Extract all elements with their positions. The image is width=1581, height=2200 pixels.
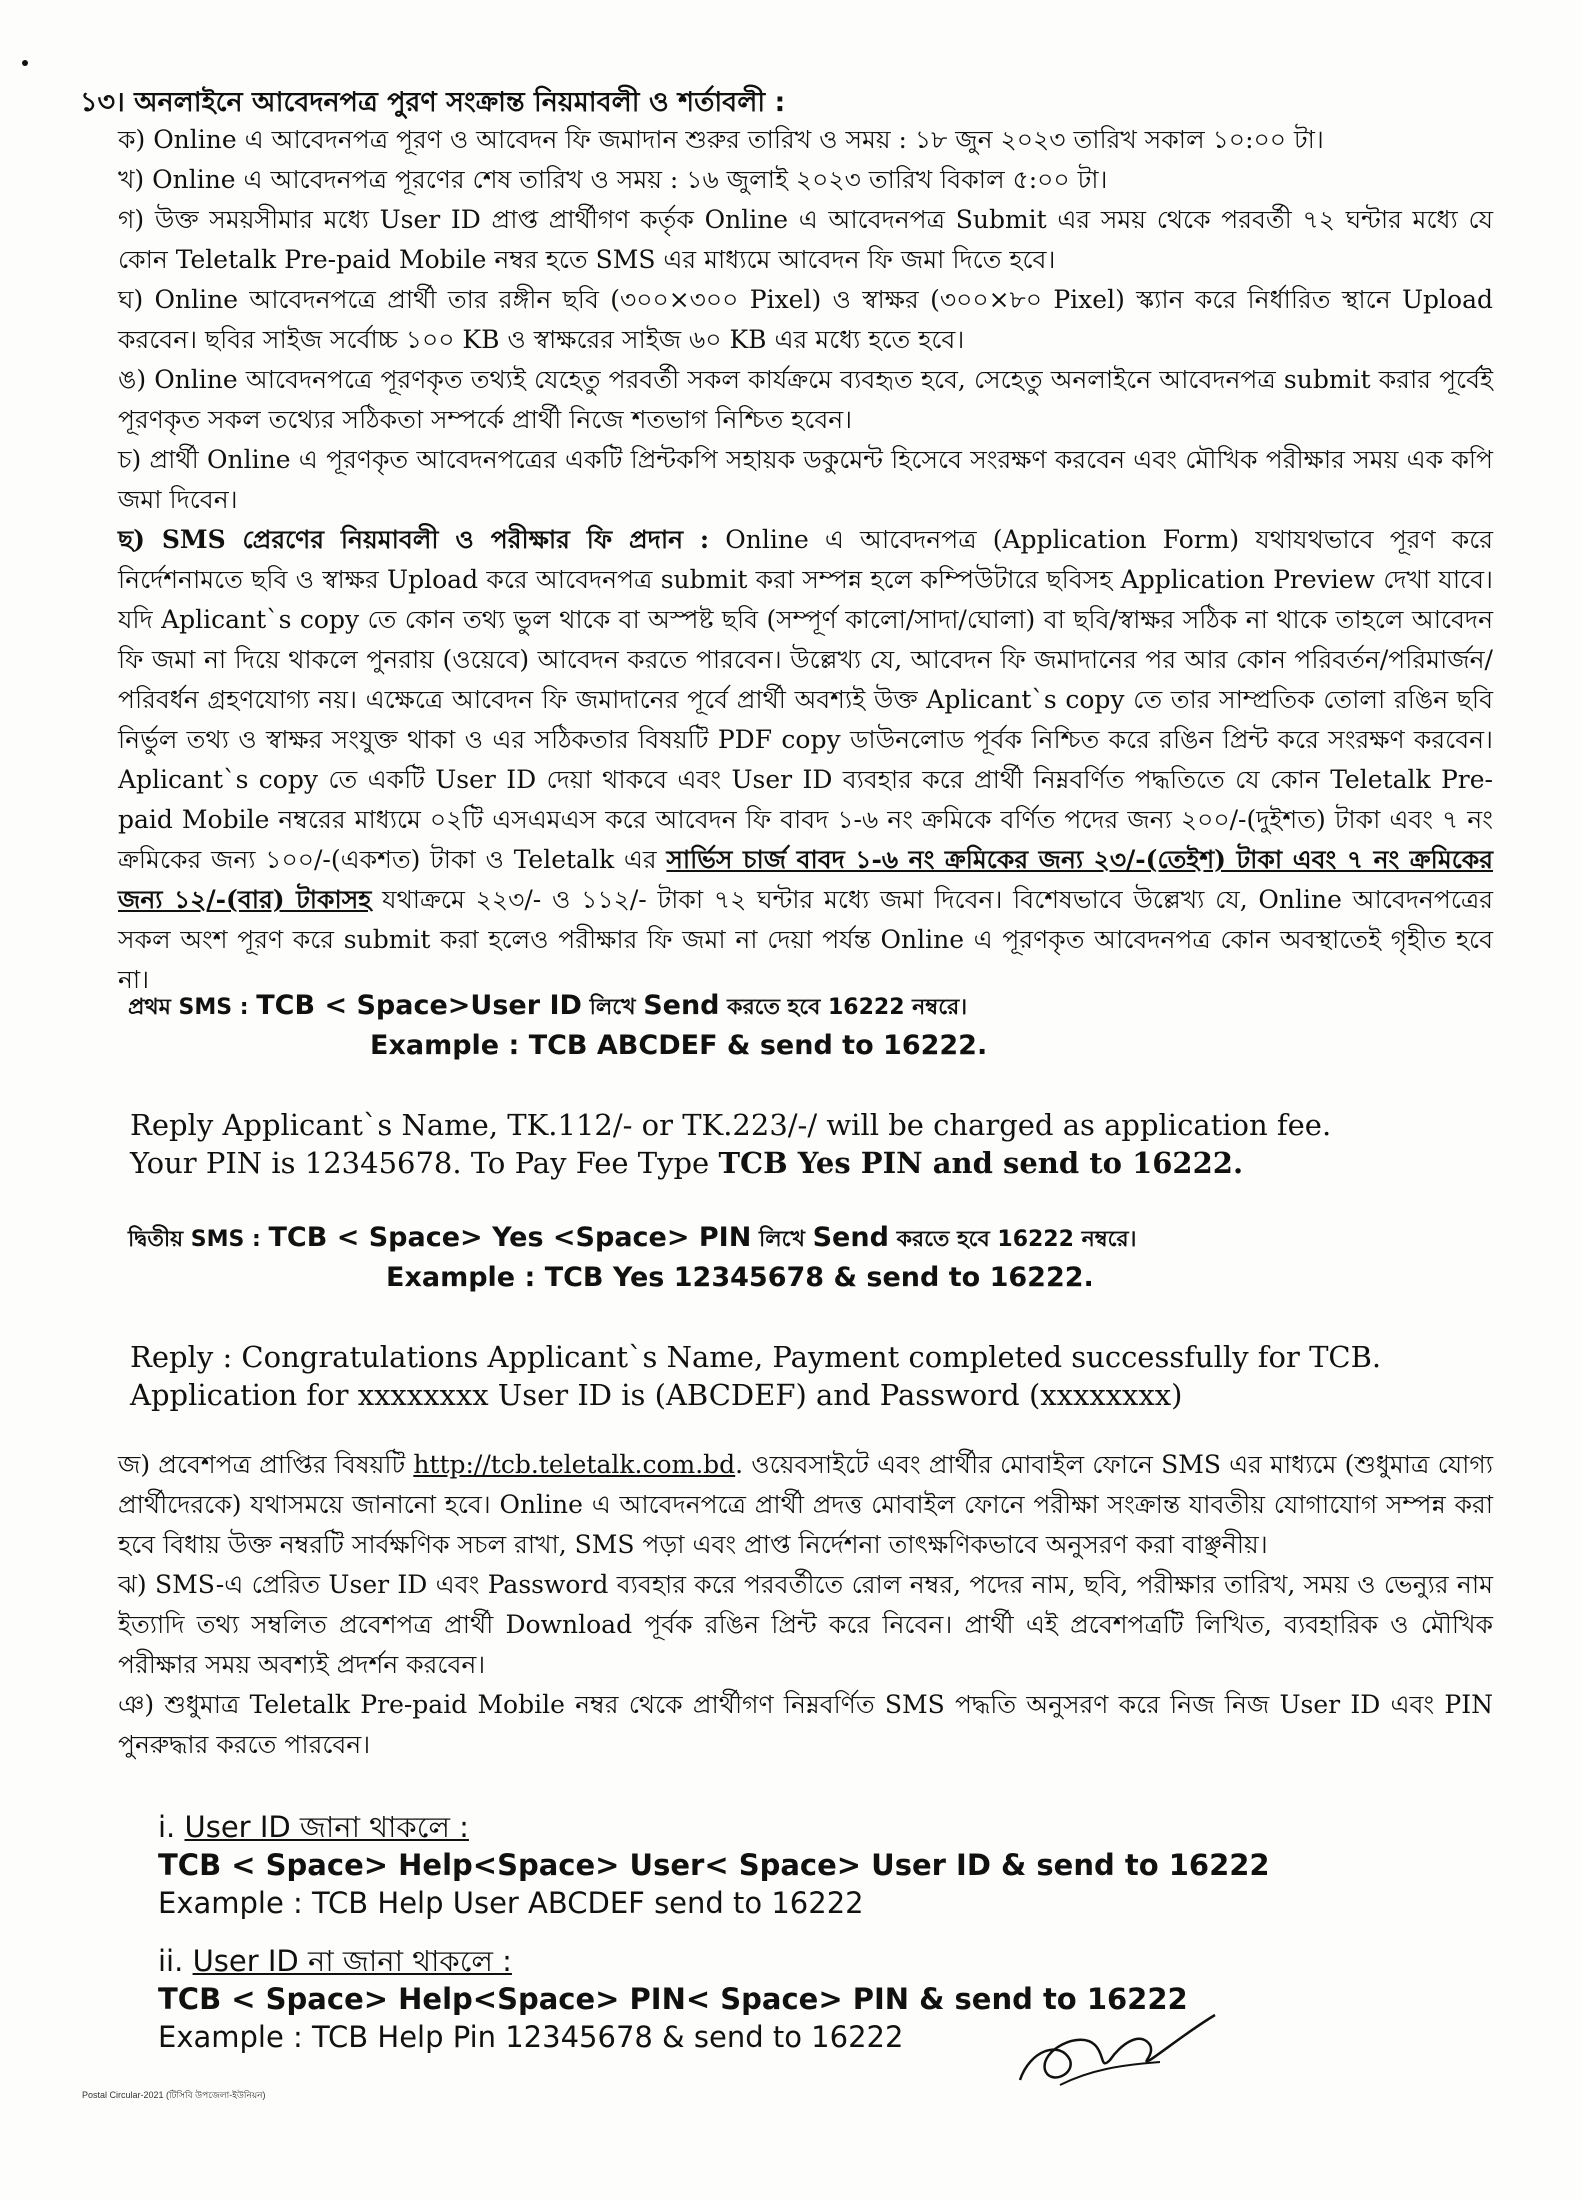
rules-list	[118, 120, 1493, 1000]
recover-1-cmd: TCB < Space> Help<Space> User< Space> User ID & send to 16222	[158, 1848, 1270, 1882]
recover-1-heading: User ID জানা থাকলে :	[184, 1810, 469, 1844]
rule-jha2: ঝ) SMS-এ প্রেরিত User ID এবং Password ব্যবহার করে পরবর্তীতে রোল নম্বর, পদের নাম, ছবি, পরীক্ষার তারিখ, সময় ও ভেন্যুর নাম ইত্যাদি তথ্য সম্বলিত প্রবেশপত্র প্রার্থী Download পূর্বক রঙিন প্রিন্ট করে নিবেন। প্রার্থী এই প্রবেশপত্রটি লিখিত, ব্যবহারিক ও মৌখিক পরীক্ষার সময় অবশ্যই প্রদর্শন করবেন।	[118, 1570, 1493, 1679]
reply-first-line2-cmd: TCB Yes PIN and send to 16222.	[718, 1146, 1244, 1180]
reply-second-line1: Reply : Congratulations Applicant`s Name, Payment completed successfully for TCB.	[130, 1340, 1382, 1374]
reply-first-line1: Reply Applicant`s Name, TK.112/- or TK.223/-/ will be charged as application fee.	[130, 1108, 1332, 1142]
rule-jha	[118, 1445, 1493, 1565]
recover-2-cmd: TCB < Space> Help<Space> PIN< Space> PIN & send to 16222	[158, 1982, 1188, 2016]
section-title: ১৩। অনলাইনে আবেদনপত্র পুরণ সংক্রান্ত নিয়মাবলী ও শর্তাবলী :	[80, 87, 786, 118]
recover-1-example: Example : TCB Help User ABCDEF send to 16222	[158, 1886, 864, 1920]
sms-first-line	[128, 986, 967, 1027]
rule-ga: গ) উক্ত সময়সীমার মধ্যে User ID প্রাপ্ত প্রার্থীগণ কর্তৃক Online এ আবেদনপত্র Submit এর সময় থেকে পরবর্তী ৭২ ঘন্টার মধ্যে যে কোন Teletalk Pre-paid Mobile নম্বর হতে SMS এর মাধ্যমে আবেদন ফি জমা দিতে হবে।	[118, 205, 1493, 274]
recover-userid-known-heading	[158, 1808, 1270, 1846]
rule-cha: চ) প্রার্থী Online এ পূরণকৃত আবেদনপত্রের একটি প্রিন্টকপি সহায়ক ডকুমেন্ট হিসেবে সংরক্ষণ করবেন এবং মৌখিক পরীক্ষার সময় এক কপি জমা দিবেন।	[118, 445, 1493, 514]
reply-first	[130, 1106, 1500, 1182]
rule-uma: ঙ) Online আবেদনপত্রে পূরণকৃত তথ্যই যেহেতু পরবর্তী সকল কার্যক্রমে ব্যবহৃত হবে, সেহেতু অনলাইনে আবেদনপত্র submit করার পূর্বেই পূরণকৃত সকল তথ্যের সঠিকতা সম্পর্কে প্রার্থী নিজে শতভাগ নিশ্চিত হবেন।	[118, 365, 1493, 434]
recover-userid-unknown-heading	[158, 1942, 1188, 1980]
scan-speck	[22, 60, 28, 66]
recover-2-heading: User ID না জানা থাকলে :	[192, 1944, 512, 1978]
rule-chha-text-end: যথাক্রমে ২২৩/- ও ১১২/- টাকা ৭২ ঘন্টার মধ্যে জমা দিবেন। বিশেষভাবে উল্লেখ্য যে, Online আবেদনপত্রের সকল অংশ পূরণ করে submit করা হলেও পরীক্ষার ফি জমা না দেয়া পর্যন্ত Online এ পূরণকৃত আবেদনপত্র কোন অবস্থাতেই গৃহীত হবে না।	[118, 885, 1493, 994]
sms-second-example	[386, 1258, 1094, 1297]
sms-second-line	[128, 1218, 1136, 1259]
reply-first-line2	[130, 1144, 1500, 1182]
admit-card-link[interactable]: http://tcb.teletalk.com.bd	[413, 1450, 736, 1479]
sms-first-example	[370, 1026, 987, 1065]
sms-first-example-text: Example : TCB ABCDEF & send to 16222.	[370, 1030, 988, 1061]
recover-userid-known	[158, 1808, 1270, 1922]
rules-list-2	[118, 1445, 1493, 1765]
rule-nya: ঞ) শুধুমাত্র Teletalk Pre-paid Mobile নম্বর থেকে প্রার্থীগণ নিম্নবর্ণিত SMS পদ্ধতি অনুসরণ করে নিজ নিজ User ID এবং PIN পুনরুদ্ধার করতে পারবেন।	[118, 1690, 1493, 1759]
recover-2-num: ii.	[158, 1944, 193, 1978]
rule-jha-text-end: . ওয়েবসাইটে এবং প্রার্থীর মোবাইল ফোনে SMS এর মাধ্যমে (শুধুমাত্র যোগ্য প্রার্থীদেরকে) যথাসময়ে জানানো হবে। Online এ আবেদনপত্রে প্রার্থী প্রদত্ত মোবাইল ফোনে পরীক্ষা সংক্রান্ত যাবতীয় যোগাযোগ সম্পন্ন করা হবে বিধায় উক্ত নম্বরটি সার্বক্ষণিক সচল রাখা, SMS পড়া এবং প্রাপ্ত নির্দেশনা তাৎক্ষণিকভাবে অনুসরণ করা বাঞ্ছনীয়।	[118, 1450, 1493, 1559]
sms-first-cmd: TCB < Space>User ID	[256, 990, 582, 1021]
reply-second-line2: Application for xxxxxxxx User ID is (ABCDEF) and Password (xxxxxxxx)	[130, 1378, 1183, 1412]
sms-second-cmd: TCB < Space> Yes <Space> PIN	[268, 1222, 752, 1253]
sms-second-label: দ্বিতীয় SMS :	[128, 1227, 269, 1252]
rule-chha-lead: ছ) SMS প্রেরণের নিয়মাবলী ও পরীক্ষার ফি প্রদান :	[118, 525, 710, 554]
sms-first-tail: করতে হবে 16222 নম্বরে।	[719, 995, 968, 1020]
rule-chha-underlined: সার্ভিস চার্জ বাবদ ১-৬ নং ক্রমিকের জন্য ২৩/-(তেইশ) টাকা এবং ৭ নং ক্রমিকের জন্য ১২/-(বার) টাকাসহ	[118, 845, 1493, 914]
recover-2-example: Example : TCB Help Pin 12345678 & send to 16222	[158, 2020, 904, 2054]
footer-note: Postal Circular-2021 (টিসিবি উপজেলা-ইউনিয়ন)	[82, 2090, 266, 2100]
rule-kha: খ) Online এ আবেদনপত্র পূরণের শেষ তারিখ ও সময় : ১৬ জুলাই ২০২৩ তারিখ বিকাল ৫:০০ টা।	[118, 165, 1108, 194]
rule-gha: ঘ) Online আবেদনপত্রে প্রার্থী তার রঙ্গীন ছবি (৩০০×৩০০ Pixel) ও স্বাক্ষর (৩০০×৮০ Pixel) স্ক্যান করে নির্ধারিত স্থানে Upload করবেন। ছবির সাইজ সর্বোচ্চ ১০০ KB ও স্বাক্ষরের সাইজ ৬০ KB এর মধ্যে হতে হবে।	[118, 285, 1493, 354]
sms-second-mid: লিখে	[751, 1227, 813, 1252]
signature	[1000, 1990, 1230, 2100]
sms-second-tail: করতে হবে 16222 নম্বরে।	[888, 1227, 1137, 1252]
sms-first-send: Send	[643, 990, 720, 1021]
sms-second-send: Send	[812, 1222, 889, 1253]
sms-second-example-text: Example : TCB Yes 12345678 & send to 16222.	[386, 1262, 1094, 1293]
reply-first-line2-text: Your PIN is 12345678. To Pay Fee Type	[130, 1146, 719, 1180]
rule-chha	[118, 520, 1493, 1000]
sms-first-mid: লিখে	[581, 995, 644, 1020]
sms-first-label: প্রথম SMS :	[128, 995, 257, 1020]
reply-second	[130, 1338, 1500, 1414]
recover-1-num: i.	[158, 1810, 185, 1844]
rule-ka: ক) Online এ আবেদনপত্র পূরণ ও আবেদন ফি জমাদান শুরুর তারিখ ও সময় : ১৮ জুন ২০২৩ তারিখ সকাল ১০:০০ টা।	[118, 125, 1324, 154]
rule-jha-text: জ) প্রবেশপত্র প্রাপ্তির বিষয়টি	[118, 1450, 414, 1479]
rule-chha-text: Online এ আবেদনপত্র (Application Form) যথাযথভাবে পূরণ করে নির্দেশনামতে ছবি ও স্বাক্ষর Upload করে আবেদনপত্র submit করা সম্পন্ন হলে কম্পিউটারে ছবিসহ Application Preview দেখা যাবে। যদি Aplicant`s copy তে কোন তথ্য ভুল থাকে বা অস্পষ্ট ছবি (সম্পূর্ণ কালো/সাদা/ঘোলা) বা ছবি/স্বাক্ষর সঠিক না থাকে তাহলে আবেদন ফি জমা না দিয়ে থাকলে পুনরায় (ওয়েবে) আবেদন করতে পারবেন। উল্লেখ্য যে, আবেদন ফি জমাদানের পর আর কোন পরিবর্তন/পরিমার্জন/পরিবর্ধন গ্রহণযোগ্য নয়। এক্ষেত্রে আবেদন ফি জমাদানের পূর্বে প্রার্থী অবশ্যই উক্ত Aplicant`s copy তে তার সাম্প্রতিক তোলা রঙিন ছবি নির্ভুল তথ্য ও স্বাক্ষর সংযুক্ত থাকা ও এর সঠিকতার বিষয়টি PDF copy ডাউনলোড পূর্বক নিশ্চিত করে রঙিন প্রিন্ট করে সংরক্ষণ করবেন। Aplicant`s copy তে একটি User ID দেয়া থাকবে এবং User ID ব্যবহার করে প্রার্থী নিম্নবর্ণিত পদ্ধতিতে যে কোন Teletalk Pre-paid Mobile নম্বরের মাধ্যমে ০২টি এসএমএস করে আবেদন ফি বাবদ ১-৬ নং ক্রমিকে বর্ণিত পদের জন্য ২০০/-(দুইশত) টাকা এবং ৭ নং ক্রমিকের জন্য ১০০/-(একশত) টাকা ও Teletalk এর	[118, 525, 1493, 874]
